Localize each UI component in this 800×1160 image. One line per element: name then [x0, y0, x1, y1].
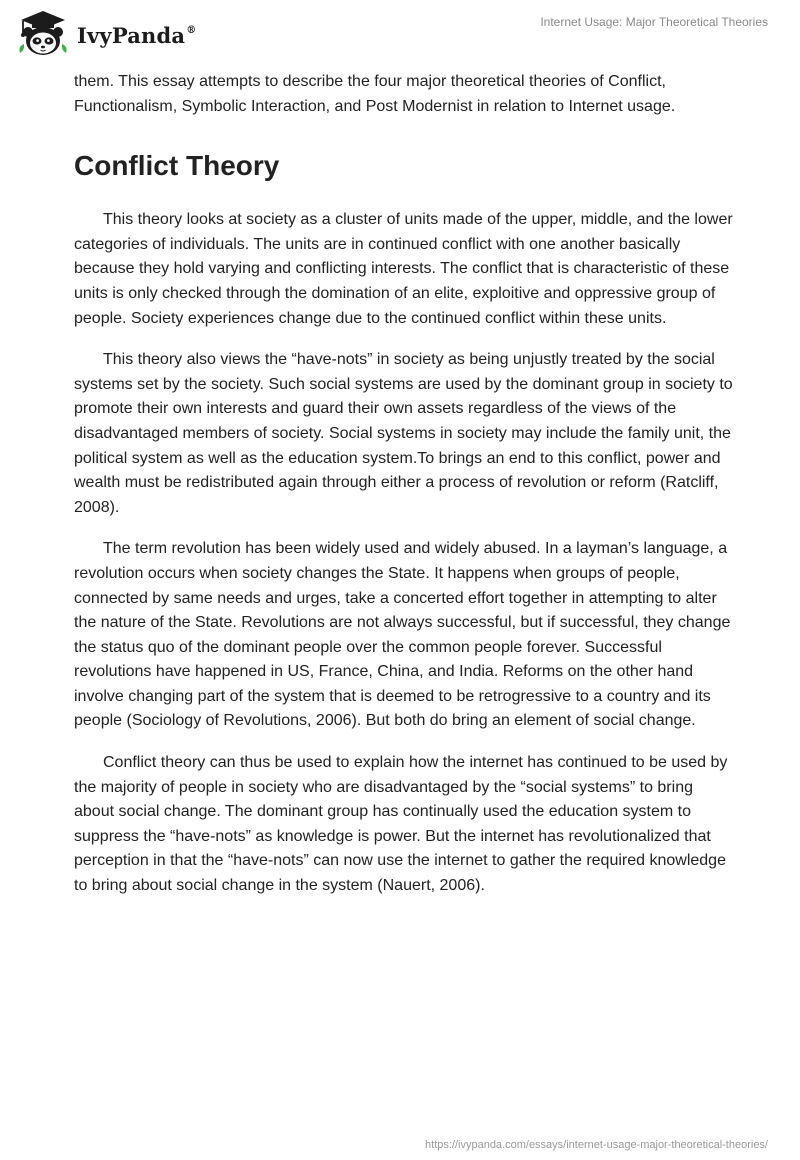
registered-mark: ® — [186, 24, 197, 36]
source-url[interactable]: https://ivypanda.com/essays/internet-usage-major-theoretical-theories/ — [425, 1139, 768, 1151]
paragraph: The term revolution has been widely used and widely abused. In a layman’s language, a revolution occurs when society changes the State. It happens when groups of people, connected by same needs and urges, take a concerted effort together in attempting to alter the nature of the State. Revolutions are not always successful, but if successful, they change the status quo of the dominant people over the common people forever. Successful revolutions have happened in US, France, China, and India. Reforms on the other hand involve changing part of the system that is deemed to be retrogressive to a country and its people (Sociology of Revolutions, 2006). But both do bring an element of social change. — [74, 540, 731, 730]
paragraph: This theory looks at society as a cluster of units made of the upper, middle, and the lower categories of individuals. The units are in continued conflict with one another basically because they hold varying and conflicting interests. The conflict that is characteristic of these units is only checked through the domination of an elite, exploitive and oppressive group of people. Society experiences change due to the continued conflict within these units. — [74, 211, 733, 327]
section-heading: Conflict Theory — [74, 150, 280, 182]
panda-logo-icon — [15, 8, 71, 58]
lead-paragraph: them. This essay attempts to describe the four major theoretical theories of Conflict, Functionalism, Symbolic Interaction, and Post Modernist in relation to Internet usage. — [74, 73, 676, 115]
ivypanda-logo[interactable] — [15, 8, 196, 58]
paragraph: Conflict theory can thus be used to explain how the internet has continued to be used by the majority of people in society who are disadvantaged by the “social systems” to bring about social change. The dominant group has continually used the education system to suppress the “have-nots” as knowledge is power. But the internet has revolutionalized that perception in that the “have-nots” can now use the internet to gather the required knowledge to bring about social change in the system (Nauert, 2006). — [74, 754, 728, 895]
document-title: Internet Usage: Major Theoretical Theories — [540, 15, 768, 29]
logo-wordmark: IvyPanda® — [77, 22, 197, 48]
essay-content — [74, 70, 734, 899]
page-header — [0, 0, 800, 70]
paragraph: This theory also views the “have-nots” in society as being unjustly treated by the social systems set by the society. Such social systems are used by the dominant group in society to promote their own interests and guard their own assets regardless of the views of the disadvantaged members of society. Social systems in society may include the family unit, the political system as well as the education system.To brings an end to this conflict, power and wealth must be redistributed again through either a process of revolution or reform (Ratcliff, 2008). — [74, 351, 733, 516]
